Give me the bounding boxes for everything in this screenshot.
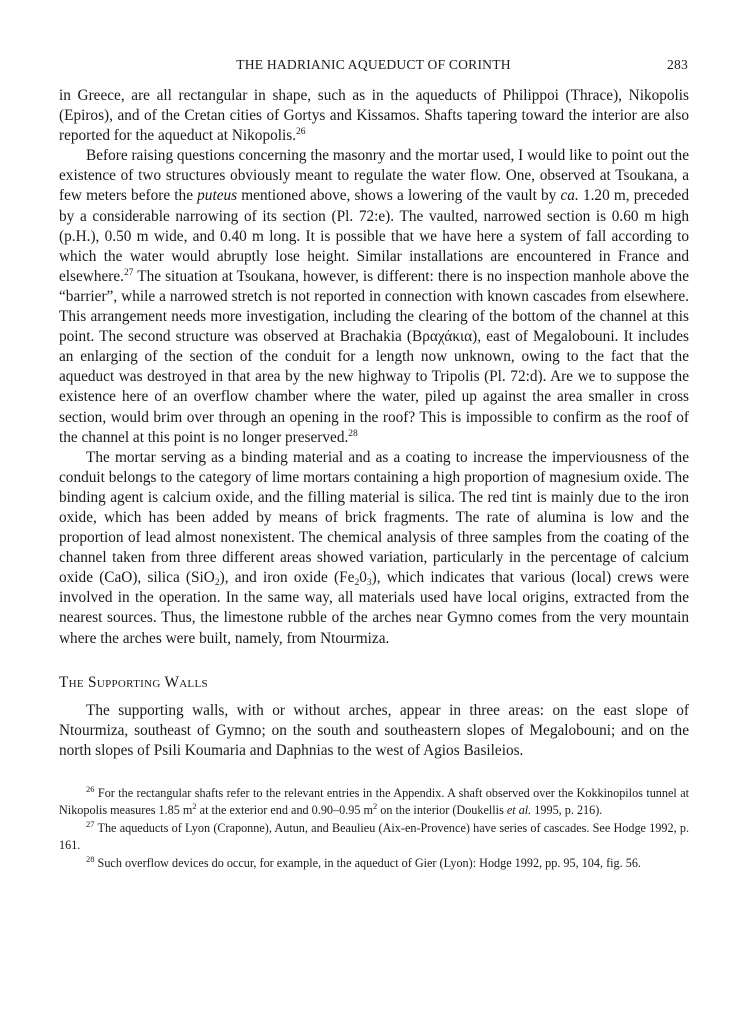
footnote-26: $^{26}$ For the rectangular shafts refer to the relevant entries in the Appendix. A shaft observed over the Kokkinopilos tunnel at Nikopolis measures 1.85 $m^2$ at the exterior end and 0.90–0.95 $m^2$ on the interior (Doukellis et al. 1995, p. 216).	[59, 784, 689, 817]
running-title: THE HADRIANIC AQUEDUCT OF CORINTH	[236, 57, 511, 72]
footnote-ref-26[interactable]: 26	[296, 127, 306, 138]
footnote-ref-27[interactable]: 27	[123, 267, 134, 278]
footnote-ref-28[interactable]: 28	[348, 428, 358, 439]
section-heading: The Supporting Walls	[59, 673, 208, 691]
footnote-number: 28	[86, 854, 95, 864]
footnote-27: $^{27}$ The aqueducts of Lyon (Craponne), Autun, and Beaulieu (Aix-en-Provence) have series of cascades. See Hodge 1992, p. 161.	[59, 819, 689, 852]
footnote-number: 26	[86, 784, 95, 794]
footnotes	[59, 785, 689, 872]
paragraph-3: The mortar serving as a binding material and as a coating to increase the imperviousness of the conduit belongs to the category of lime mortars containing a high proportion of magnesium oxide. The binding agent is calcium oxide, and the filling material is silica. The red tint is mainly due to the iron oxide, which has been added by means of brick fragments. The rate of alumina is low and the proportion of lead almost nonexistent. The chemical analysis of three samples from the coating of the channel taken from three different areas showed variation, particularly in the percentage of calcium oxide (CaO), silica (SiO$_2$), and iron oxide $(Fe_20_3)$, which indicates that various (local) crews were involved in the operation. In the same way, all materials used have local origins, extracted from the nearest sources. Thus, the limestone rubble of the arches near Gymno comes from the very mountain where the arches were built, namely, from Ntourmiza.	[59, 448, 689, 647]
footnote-28: $^{28}$ Such overflow devices do occur, for example, in the aqueduct of Gier (Lyon): Hodge 1992, pp. 95, 104, fig. 56.	[86, 854, 641, 870]
footnote-number: 27	[86, 819, 95, 829]
page-number: 283	[667, 57, 688, 72]
paragraph-2: Before raising questions concerning the masonry and the mortar used, I would like to point out the existence of two structures obviously meant to regulate the water flow. One, observed at Tsoukana, a few meters before the puteus mentioned above, shows a lowering of the vault by ca. 1.20 m, preceded by a considerable narrowing of its section (Pl. 72:e). The vaulted, narrowed section is 0.60 m high (p.H.), 0.50 m wide, and 0.40 m long. It is possible that we have here a system of fall according to which the water would abruptly lose height. Similar installations are encountered in France and elsewhere.$^{27}$ The situation at Tsoukana, however, is different: there is no inspection manhole above the “barrier”, while a narrowed stretch is not reported in connection with known cascades from elsewhere. This arrangement needs more investigation, including the clearing of the bottom of the channel at this point. The second structure was observed at Brachakia (Βραχάκια), east of Megalobouni. It includes an enlarging of the section of the conduit for a length now unknown, owing to the fact that the aqueduct was destroyed in that area by the new highway to Tripolis (Pl. 72:d). Are we to suppose the existence here of an overflow chamber where the water, piled up against the area smaller in cross section, would brim over through an opening in the roof? This is impossible to confirm as the roof of the channel at this point is no longer preserved.$^{28}$	[59, 147, 689, 446]
paragraph-1: in Greece, are all rectangular in shape, such as in the aqueducts of Philippoi (Thrace), Nikopolis (Epiros), and of the Cretan cities of Gortys and Kissamos. Shafts tapering toward the interior are also reported for the aqueduct at Nikopolis.$^{26}$	[59, 87, 689, 145]
running-header	[59, 57, 688, 79]
paragraph-4: The supporting walls, with or without arches, appear in three areas: on the east slope of Ntourmiza, southeast of Gymno; on the south and southeastern slopes of Megalobouni; and on the north slopes of Psili Koumaria and Daphnias to the west of Agios Basileios.	[59, 701, 689, 759]
page-body	[59, 86, 689, 873]
